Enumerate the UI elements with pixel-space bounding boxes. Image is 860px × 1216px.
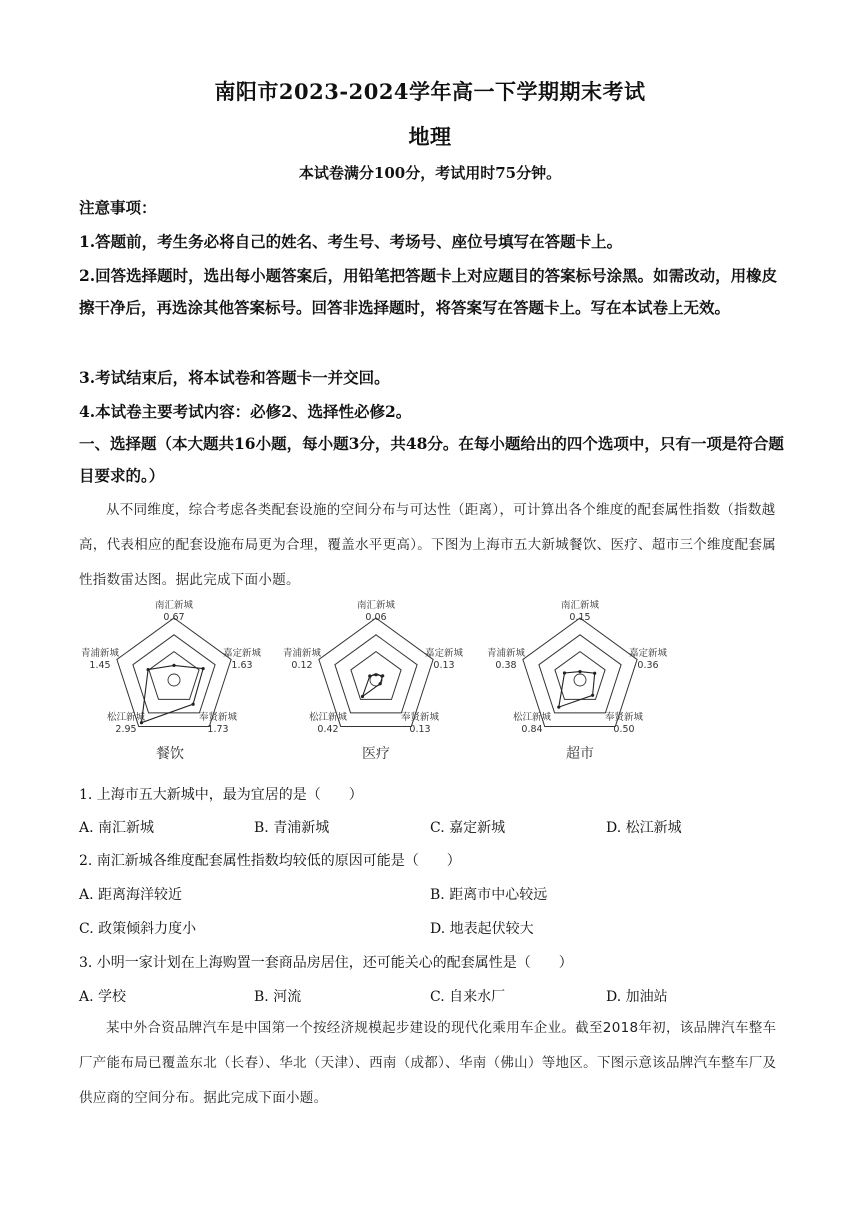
radar-data-point	[172, 664, 175, 667]
q1-option-d[interactable]: D. 松江新城	[606, 820, 682, 836]
passage-2	[79, 1011, 784, 1116]
radar-value-label: 0.84	[521, 724, 543, 735]
radar-value-label: 1.73	[207, 724, 229, 735]
passage-2-text: 某中外合资品牌汽车是中国第一个按经济规模起步建设的现代化乘用车企业。截至2018年初，该品牌汽车整车厂产能布局已覆盖东北（长春）、华北（天津）、西南（成都）、华南（佛山）等地区。下图示意该品牌汽车整车厂及供应商的空间分布。据此完成下面小题。	[79, 1020, 777, 1106]
radar-chart-title: 医疗	[362, 746, 390, 762]
exam-info: 本试卷满分100分，考试用时75分钟。	[298, 164, 562, 182]
radar-value-label: 2.95	[115, 724, 137, 735]
q1-option-b[interactable]: B. 青浦新城	[254, 820, 330, 836]
radar-value-label: 0.42	[317, 724, 339, 735]
q3-option-d[interactable]: D. 加油站	[606, 989, 668, 1005]
radar-data-point	[374, 673, 377, 676]
radar-axis-label: 嘉定新城	[424, 648, 464, 659]
radar-value-label: 0.13	[433, 660, 455, 671]
subject-title: 地理	[408, 124, 452, 149]
radar-grid-ring	[149, 652, 199, 700]
notes-heading: 注意事项：	[79, 198, 157, 217]
radar-chart-title: 超市	[566, 746, 594, 762]
note-item-4: 4.本试卷主要考试内容：必修2、选择性必修2。	[79, 402, 412, 421]
radar-chart-2	[283, 599, 464, 762]
radar-data-point	[147, 668, 150, 671]
radar-data-point	[578, 670, 581, 673]
radar-axis-label: 青浦新城	[486, 648, 526, 659]
radar-chart-title: 餐饮	[156, 746, 184, 762]
q3-option-c[interactable]: C. 自来水厂	[430, 989, 506, 1005]
q2-option-c[interactable]: C. 政策倾斜力度小	[79, 921, 197, 937]
note-item-1: 1.答题前，考生务必将自己的姓名、考生号、考场号、座位号填写在答题卡上。	[79, 232, 623, 251]
q2-option-d[interactable]: D. 地表起伏较大	[430, 921, 534, 937]
radar-chart-1	[81, 599, 262, 762]
radar-axis-label: 奉贤新城	[604, 712, 644, 723]
radar-data-point	[202, 667, 205, 670]
radar-data-point	[192, 703, 195, 706]
radar-axis-label: 南汇新城	[154, 600, 194, 611]
radar-value-label: 1.63	[231, 660, 253, 671]
radar-value-label: 0.38	[495, 660, 517, 671]
note-item-3: 3.考试结束后，将本试卷和答题卡一并交回。	[79, 368, 390, 387]
radar-axis-label: 青浦新城	[282, 648, 322, 659]
note-item-2: 2.回答选择题时，选出每小题答案后，用铅笔把答题卡上对应题目的答案标号涂黑。如需改动，用橡皮擦干净后，再选涂其他答案标号。回答非选择题时，将答案写在答题卡上。写在本试卷上无效。	[79, 266, 778, 317]
radar-axis-label: 嘉定新城	[222, 648, 262, 659]
q1-option-a[interactable]: A. 南汇新城	[79, 820, 155, 836]
q2-option-b[interactable]: B. 距离市中心较远	[430, 887, 548, 903]
radar-value-label: 0.50	[613, 724, 635, 735]
passage-1-text: 从不同维度，综合考虑各类配套设施的空间分布与可达性（距离），可计算出各个维度的配套属性指数（指数越高，代表相应的配套设施布局更为合理，覆盖水平更高）。下图为上海市五大新城餐饮、医疗、超市三个维度配套属性指数雷达图。据此完成下面小题。	[79, 502, 777, 588]
q3-option-b[interactable]: B. 河流	[254, 989, 302, 1005]
question-1-stem: 1. 上海市五大新城中，最为宜居的是（ ）	[79, 787, 363, 803]
radar-data-point	[591, 694, 594, 697]
radar-data-point	[563, 671, 566, 674]
radar-axis-label: 松江新城	[308, 712, 348, 723]
radar-value-label: 0.13	[409, 724, 431, 735]
radar-center-ring	[574, 674, 586, 686]
radar-data-point	[381, 674, 384, 677]
radar-data-point	[368, 674, 371, 677]
radar-value-label: 0.36	[637, 660, 659, 671]
radar-value-label: 1.45	[89, 660, 111, 671]
radar-grid-ring	[555, 652, 605, 700]
question-3-stem: 3. 小明一家计划在上海购置一套商品房居住，还可能关心的配套属性是（ ）	[79, 955, 573, 971]
radar-value-label: 0.06	[365, 612, 387, 623]
radar-chart-3	[487, 599, 668, 762]
passage-1	[79, 493, 784, 598]
q1-option-c[interactable]: C. 嘉定新城	[430, 820, 506, 836]
radar-value-label: 0.12	[291, 660, 313, 671]
radar-axis-label: 松江新城	[106, 712, 146, 723]
radar-data-point	[379, 682, 382, 685]
exam-title: 南阳市2023-2024学年高一下学期期末考试	[214, 79, 646, 104]
radar-axis-label: 青浦新城	[80, 648, 120, 659]
radar-charts	[0, 598, 860, 774]
question-2-stem: 2. 南汇新城各维度配套属性指数均较低的原因可能是（ ）	[79, 853, 461, 869]
radar-axis-label: 嘉定新城	[628, 648, 668, 659]
radar-data-point	[557, 706, 560, 709]
radar-center-ring	[168, 674, 180, 686]
radar-axis-label: 奉贤新城	[400, 712, 440, 723]
section-heading: 一、选择题（本大题共16小题，每小题3分，共48分。在每小题给出的四个选项中，只有一项是符合题目要求的。）	[79, 434, 784, 485]
radar-axis-label: 松江新城	[512, 712, 552, 723]
radar-axis-label: 南汇新城	[356, 600, 396, 611]
q2-option-a[interactable]: A. 距离海洋较近	[79, 887, 183, 903]
radar-axis-label: 南汇新城	[560, 600, 600, 611]
radar-value-label: 0.15	[569, 612, 591, 623]
radar-data-polygon	[363, 675, 383, 697]
radar-data-point	[593, 672, 596, 675]
radar-data-point	[361, 695, 364, 698]
radar-axis-label: 奉贤新城	[198, 712, 238, 723]
radar-data-polygon	[559, 672, 595, 708]
q3-option-a[interactable]: A. 学校	[79, 989, 127, 1005]
radar-value-label: 0.67	[163, 612, 185, 623]
